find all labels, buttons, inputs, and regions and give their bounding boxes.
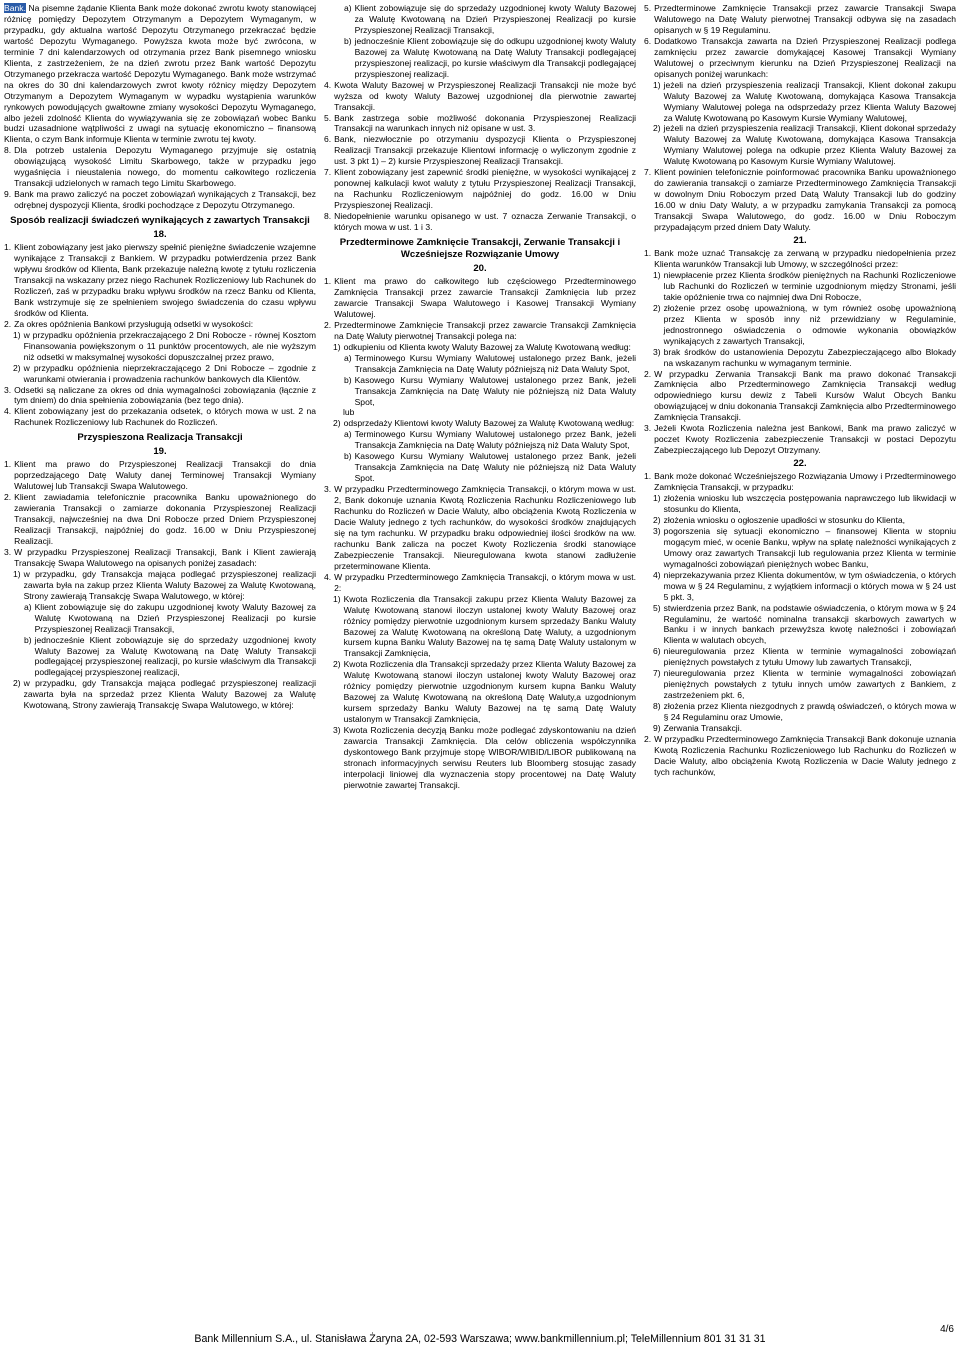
list-item: [4, 569, 316, 602]
list-item-text: Za okres opóźnienia Bankowi przysługują odsetki w wysokości:: [14, 318, 254, 329]
section-heading: Przedterminowe Zamknięcie Transakcji, Zerwanie Transakcji i Wcześniejsze Rozwiązanie Umowy: [339, 237, 621, 261]
list-item-text: Klient zobowiązuje się do sprzedaży uzgodnionej kwoty Waluty Bazowej za Walutę Kwotowaną na Dzień Przyspieszonej Realizacji po kursie Przyspieszonej Realizacji Transakcji,: [354, 3, 636, 35]
list-item: [644, 423, 956, 456]
column-1: [4, 3, 316, 1308]
list-item-number: b): [344, 374, 352, 385]
list-item-text: w przypadku, gdy Transakcja mająca podlegać przyspieszonej realizacji zawarta była na sprzedaż przez Klienta Waluty Bazowej za Walutę Kwotowaną, Strony zawierają Transakcję Swapa Walutowego, w której:: [23, 678, 316, 711]
list-item-number: 9): [653, 723, 661, 734]
list-item-number: 4): [653, 569, 661, 580]
list-item-number: 5): [653, 602, 661, 613]
list-item-number: 3.: [4, 546, 12, 557]
list-item-text: Kasowego Kursu Wymiany Walutowej ustalonego przez Bank, jeżeli Transakcja Zamknięcia na Datę Waluty nie późniejszą niż Data Waluty Spot,: [354, 374, 636, 407]
list-item-text: w przypadku opóźnienia przekraczającego 2 Dni Robocze - równej Kosztom Finansowania powiększonym o 11 punktów procentowych, ale nie wyższym niż odsetki w maksymalnej wysokości dopuszczalnej przez prawo,: [23, 329, 316, 362]
list-item-number: 3): [333, 725, 341, 736]
list-item-text: odsprzedaży Klientowi kwoty Waluty Bazowej za Walutę Kwotowaną według:: [343, 418, 635, 429]
list-item-number: 7): [653, 668, 661, 679]
list-item-text: Dla potrzeb ustalenia Depozytu Wymaganego przyjmuje się ostatnią obowiązującą wysokość Limitu Skarbowego, także w przypadku jego wygaśnięcia i nieustalenia nowego, do momentu całkowitego rozliczenia Transakcji udzielonych w ramach tego Limitu Skarbowego.: [14, 145, 316, 189]
list-item-text: Klient powinien telefonicznie poinformować pracownika Banku upoważnionego do zawierania transakcji o zamiarze Przedterminowego Zamknięcia Transakcji w dowolnym Dniu Roboczym przed Datą Waluty Transakcji lub do godziny 16.00 w dniu Daty Waluty, a w przypadku zamykania Transakcji za pomocą Transakcji Swapa Walutowego, do godz. 16.00 w Dniu Roboczym przypadającym przed dniem Daty Waluty.: [654, 167, 956, 233]
list-item-number: 7.: [324, 167, 332, 178]
list-item-text: Kwota Rozliczenia decyzją Banku może podlegać zdyskontowaniu na dzień zawarcia Transakcji Zamknięcia. Dla celów obliczenia współczynnika dyskontowego Bank przyjmuje stopę WIBOR/WIBID/LIBOR publikowaną na stronach informacyjnych serwisu Reuters lub Bloomberg stosując zasady interpolacji liniowej dla wyznaczenia stopy procentowej na Datę Waluty pierwotnie zawartej Transakcji.: [343, 725, 636, 790]
list-item-text: W przypadku Przedterminowego Zamknięcia Transakcji, o którym mowa w ust. 2:: [334, 571, 636, 593]
list-item: [324, 594, 636, 660]
list-item: [4, 319, 316, 330]
list-item-text: niewpłacenie przez Klienta środków pieniężnych na Rachunki Rozliczeniowe lub Rachunki do Rozliczeń w terminie uzgodnionym między Stronami, jeśli takie opóźnienie trwa co najmniej dwa Dni Robocze,: [663, 269, 956, 302]
paragraph-text: lub: [343, 407, 355, 418]
list-item-text: Odsetki są naliczane za okres od dnia wymagalności zobowiązania (łącznie z tym dniem) do dnia spełnienia zobowiązania (bez tego dnia).: [14, 384, 316, 406]
list-item-number: 5.: [644, 3, 652, 13]
list-item: [644, 471, 956, 493]
list-item-number: 1.: [324, 276, 332, 287]
list-item-text: w przypadku opóźnienia nieprzekraczającego 2 Dni Robocze – zgodnie z warunkami otwierania i prowadzenia rachunków bankowych dla Klientów.: [23, 362, 316, 384]
list-item-number: 3): [653, 346, 661, 357]
list-item-text: stwierdzenia przez Bank, na podstawie oświadczenia, o którym mowa w § 24 Regulaminu, że wartość nominalna transakcji skarbowych zawartych w Banku i w innych bankach przewyższa kwotę należności i zobowiązań Klienta w walutach obcych,: [663, 602, 956, 646]
page-number: 4/6: [940, 1324, 954, 1335]
list-item-text: Klient zobowiązany jest jako pierwszy spełnić pieniężne świadczenie wzajemne wynikające z Transakcji z Bankiem. W przypadku potwierdzenia przez Bank wpływu środków od Klienta, Bank przekazuje należną kwotę z tytułu rozliczenia Transakcji na wskazany przez niego Rachunek Rozliczeniowy lub Rachunek do Rozliczeń, zaś w przypadku braku wpływu środków na rzecz Banku od Klienta, Bank wstrzymuje się ze spełnieniem swojego świadczenia do czasu wpływu środków od Klienta.: [14, 242, 316, 318]
list-item-number: 1.: [644, 248, 652, 259]
list-item-text: Bank zastrzega sobie możliwość dokonania Przyspieszonej Realizacji Transakcji na warunkach innych niż opisane w ust. 3.: [334, 112, 636, 134]
list-item: [324, 320, 636, 342]
list-item-text: nieprzekazywania przez Klienta dokumentów, w tym oświadczenia, o których mowa w § 24 Regulaminu, z wyjątkiem informacji o których mowa w § 24 ust 5 pkt. 3,: [663, 569, 956, 602]
list-item: [4, 635, 316, 679]
list-item-number: 1): [653, 79, 661, 90]
list-item: [644, 248, 956, 270]
list-item: [324, 353, 636, 375]
list-item: [324, 418, 636, 429]
list-item-number: 9.: [4, 189, 12, 200]
list-item-text: jeżeli na dzień przyspieszenia realizacji Transakcji, Klient dokonał zakupu Waluty Bazowej za Walutę Kwotowaną, domykająca Kasowa Transakcja Wymiany Walutowej polega na odsprzedaży przez Klienta Waluty Bazowej za Walutę Kwotowaną po Kasowym Kursie Wymiany Walutowej,: [663, 79, 956, 123]
list-item-text: Terminowego Kursu Wymiany Walutowej ustalonego przez Bank, jeżeli Transakcja Zamknięcia na Datę Waluty późniejszą niż Data Waluty Spot,: [354, 352, 636, 374]
list-item-text: nieuregulowania przez Klienta w terminie wymagalności zobowiązań pieniężnych powstałych z tytułu innych umów zawartych z Bankiem, z zastrzeżeniem pkt. 6,: [663, 668, 956, 701]
list-item-number: 7.: [644, 167, 652, 178]
list-item-text: Przedterminowe Zamknięcie Transakcji przez zawarcie Transakcji Swapa Walutowego na Datę Waluty pierwotnej Transakcji odbywa się na zasadach opisanych w § 19 Regulaminu.: [654, 3, 956, 35]
list-item-number: b): [344, 35, 352, 46]
list-item: [324, 276, 636, 320]
list-item-number: 1.: [4, 242, 12, 253]
list-item-text: jednocześnie Klient zobowiązuje się do sprzedaży uzgodnionej kwoty Waluty Bazowej za Walutę Kwotowaną na Datę Waluty Transakcji podlegającej przyspieszonej realizacji, po kursie właściwym dla Transakcji podlegającej przyspieszonej realizacji,: [34, 634, 316, 678]
list-item-text: Kwota Rozliczenia dla Transakcji zakupu przez Klienta Waluty Bazowej za Walutę Kwotowaną stanowi iloczyn ustalonej kwoty Waluty Bazowej oraz różnicy pomiędzy pierwotnie uzgodnionym kursem sprzedaży Banku Waluty Bazowej za Walutę Kwotowaną na określoną Datę Waluty, a uzgodnionym kursem kupna Banku Waluty Bazowej na tę samą Datę Waluty ustalonym w Transakcji Zamknięcia,: [343, 593, 636, 659]
list-item: [644, 303, 956, 347]
list-item-text: Niedopełnienie warunku opisanego w ust. 7 oznacza Zerwanie Transakcji, o których mowa w ust. 1 i 3.: [334, 211, 636, 233]
list-item-text: złożenia wniosku o ogłoszenie upadłości w stosunku do Klienta,: [663, 514, 905, 525]
list-item-text: złożenie przez osobę upoważnioną, w tym również osobę upoważnioną przez Klienta w sposób inny niż przewidziany w Regulaminie, jednostronnego oświadczenia o odmowie wykonania obowiązków wynikających z zawartych Transakcji,: [663, 302, 956, 346]
list-item-text: W przypadku Przedterminowego Zamknięcia Transakcji, o którym mowa w ust. 2, Bank dokonuje uznania Kwotą Rozliczenia Rachunku Rozliczeniowego lub Rachunku do Rozliczeń w Dacie Waluty, albo obciążenia Kwotą Rozliczenia w Dacie Waluty jednego z tych rachunków, do wysokości środków znajdujących się na tym rachunku. W przypadku braku odpowiedniej ilości środków na ww. rachunku Bank zalicza na poczet Kwoty Rozliczenia środki stanowiące Zabezpieczenie Transakcji. Nieuregulowana kwota stanowi zadłużenie przeterminowane Klienta.: [334, 484, 636, 571]
section-number: 21.: [793, 235, 807, 247]
list-item-text: Przedterminowe Zamknięcie Transakcji przez zawarcie Transakcji Zamknięcia na Datę Waluty pierwotnej Transakcji polega na:: [334, 319, 636, 341]
list-item-number: 2.: [4, 318, 12, 329]
list-item-number: a): [24, 601, 32, 612]
list-item-number: 6): [653, 646, 661, 657]
list-item-number: 8): [653, 701, 661, 712]
list-item-text: nieuregulowania przez Klienta w terminie wymagalności zobowiązań pieniężnych powstałych z tytułu Umowy lub zawartych Transakcji,: [663, 646, 956, 668]
list-item: [644, 603, 956, 647]
list-item-number: a): [344, 352, 352, 363]
list-item: [4, 385, 316, 407]
section-heading: Sposób realizacji świadczeń wynikających z zawartych Transakcji: [10, 215, 310, 227]
list-item: [324, 572, 636, 594]
list-item: [644, 270, 956, 303]
list-item-number: 1): [13, 568, 21, 579]
section-number: 22.: [793, 458, 807, 470]
list-item: [644, 646, 956, 668]
list-item: [644, 123, 956, 167]
list-item-text: Klient ma prawo do całkowitego lub częściowego Przedterminowego Zamknięcia Transakcji przez zawarcie Transakcji Zamknięcia lub przez zawarcie Transakcji Swapa Walutowego i Kasowej Transakcji Wymiany Walutowej.: [334, 276, 636, 319]
list-item: [4, 406, 316, 428]
list-item: [4, 189, 316, 211]
list-item-text: Bank może dokonać Wcześniejszego Rozwiązania Umowy i Przedterminowego Zamknięcia Transakcji, w przypadku:: [654, 471, 956, 493]
list-item: [324, 80, 636, 113]
list-item-text: Klient ma prawo do Przyspieszonej Realizacji Transakcji do dnia poprzedzającego Datę Waluty danej Terminowej Transakcji Wymiany Walutowej lub Transakcji Swapa Walutowego.: [14, 459, 316, 492]
list-item-number: a): [344, 429, 352, 440]
list-item-text: W przypadku Przedterminowego Zamknięcia Transakcji Bank dokonuje uznania Kwotą Rozliczenia Rachunku Rozliczeniowego lub Rachunku do Rozliczeń w Dacie Waluty, albo obciążenia Kwotą Rozliczenia w Dacie Waluty jednego z tych rachunków,: [654, 734, 956, 777]
list-item: [324, 167, 636, 211]
list-item-number: 2): [653, 514, 661, 525]
list-item: [4, 363, 316, 385]
list-item: [644, 347, 956, 369]
list-item-number: 1.: [4, 459, 12, 470]
list-item: [324, 375, 636, 408]
paragraph-text: Na pisemne żądanie Klienta Bank może dokonać zwrotu kwoty stanowiącej różnicę pomiędzy Depozytem Otrzymanym a Depozytem Wymaganym, w przypadku, gdy aktualna wartość Depozytu Otrzymanego przekraczać będzie wartość Depozytu Wymaganego. Powyższa kwota może być zwrócona, w terminie 7 dni kalendarzowych od otrzymania przez Bank pisemnego wniosku Klienta, z zastrzeżeniem, że na dzień zwrotu przez Bank wartość Depozytu Otrzymanego przekracza wartość Depozytu Wymaganego. Bank może wstrzymać na okres do 30 dni kalendarzowych zwrot kwoty różnicy między Depozytem Otrzymanym a Depozytem Wymaganym w wypadku wystąpienia warunków rynkowych powodujących gwałtowne zmiany wysokości Depozytu Wymaganego, albo jeżeli zdolność Klienta do wywiązywania się ze zobowiązań wobec Banku budzi uzasadnione wątpliwości z uwagi na sytuację ekonomiczno – finansową Klienta, o czym Bank informuje Klienta w terminie zwrotu tej kwoty.: [4, 3, 316, 145]
list-item-number: 4.: [324, 79, 332, 90]
list-item: [644, 515, 956, 526]
list-item-number: 2.: [324, 319, 332, 330]
list-item-text: Dodatkowo Transakcja zawarta na Dzień Przyspieszonej Realizacji podlega zamknięciu przez zawarcie domykającej Kasowej Transakcji Wymiany Walutowej o przeciwnym kierunku na Dzień Przyspieszonej Realizacji na opisanych poniżej warunkach:: [654, 35, 956, 79]
list-item: [644, 734, 956, 778]
list-item-text: brak środków do ustanowienia Depozytu Zabezpieczającego albo Blokady na wskazanym rachunku w wymaganym terminie.: [663, 346, 956, 368]
list-item-number: 1): [333, 593, 341, 604]
list-item-text: Klient zawiadamia telefonicznie pracownika Banku upoważnionego do zawierania Transakcji o zamiarze dokonania Przyspieszonej Realizacji Transakcji, najwcześniej na dwa Dni Robocze przed Dniem Przyspieszonej Realizacji Transakcji, najpóźniej do godz. 16.00 w Dniu Przyspieszonej Realizacji.: [14, 492, 316, 546]
list-item: [324, 429, 636, 451]
list-item: [644, 668, 956, 701]
list-item-number: 2.: [4, 492, 12, 503]
list-item-number: 2): [333, 659, 341, 670]
list-item: [324, 484, 636, 572]
section-number: 20.: [473, 263, 487, 275]
list-item-text: Zerwania Transakcji.: [663, 723, 742, 734]
selected-text: Bank.: [4, 3, 26, 13]
list-item-number: 8.: [324, 211, 332, 222]
list-item-text: Bank ma prawo zaliczyć na poczet zobowiązań wynikających z Transakcji, bez odrębnej dyspozycji Klienta, środki pochodzące z Depozytu Otrzymanego.: [14, 189, 316, 211]
paragraph: [4, 3, 316, 145]
list-item-number: 4.: [4, 406, 12, 417]
list-item-text: W przypadku Zerwania Transakcji Bank ma prawo dokonać Transakcji Zamknięcia albo Przedterminowego Zamknięcia Transakcji według odpowiedniego kursu dewiz z Tabeli Kursów Walut Obcych Banku obowiązującej w dniu dokonania Transakcji Zamknięcia albo Przedterminowego Zamknięcia Transakcji.: [654, 368, 956, 423]
list-item-number: 1): [13, 329, 21, 340]
column-3: [644, 3, 956, 1308]
list-item-text: pogorszenia się sytuacji ekonomiczno – finansowej Klienta w stopniu mogącym mieć, w ocenie Banku, wpływ na spłatę należności wynikających z Umowy oraz zawartych Transakcji lub regulowania przez Klienta w terminie wymagalności zobowiązań pieniężnych wobec Banku,: [663, 525, 956, 569]
list-item-number: 1): [653, 493, 661, 504]
list-item: [324, 134, 636, 167]
list-item-number: b): [344, 451, 352, 462]
list-item: [4, 602, 316, 635]
list-item-number: b): [24, 634, 32, 645]
list-item-number: 2.: [644, 368, 652, 379]
list-item-text: Klient zobowiązuje się do zakupu uzgodnionej kwoty Waluty Bazowej za Walutę Kwotowaną na Dzień Przyspieszonej Realizacji po kursie Przyspieszonej Realizacji Transakcji,: [34, 601, 316, 634]
list-item-number: 4.: [324, 571, 332, 582]
list-item-text: W przypadku Przyspieszonej Realizacji Transakcji, Bank i Klient zawierają Transakcję Swapa Walutowego na opisanych poniżej zasadach:: [14, 546, 316, 568]
list-item: [4, 330, 316, 363]
list-item: [4, 492, 316, 547]
section-heading: Przyspieszona Realizacja Transakcji: [77, 432, 243, 444]
list-item: [644, 526, 956, 570]
list-item-text: w przypadku, gdy Transakcja mająca podlegać przyspieszonej realizacji zawarta była na zakup przez Klienta Waluty Bazowej za Walutę Kwotowaną, Strony zawierają Transakcję Swapa Walutowego, w której:: [23, 568, 316, 601]
list-item-text: złożenia przez Klienta niezgodnych z prawdą oświadczeń, o których mowa w § 24 Regulaminu oraz Umowie,: [663, 701, 956, 723]
list-item: [324, 36, 636, 80]
list-item: [4, 242, 316, 319]
list-item: [324, 659, 636, 725]
list-item-text: Bank może uznać Transakcję za zerwaną w przypadku niedopełnienia przez Klienta warunków Transakcji lub Umowy, w szczególności przez:: [654, 248, 956, 269]
list-item-text: Kasowego Kursu Wymiany Walutowej ustalonego przez Bank, jeżeli Transakcja Zamknięcia na Datę Waluty nie późniejszą niż Data Waluty Spot.: [354, 451, 636, 484]
list-item: [644, 701, 956, 723]
list-item-text: jednocześnie Klient zobowiązuje się do odkupu uzgodnionej kwoty Waluty Bazowej za Walutę Kwotowaną na Datę Waluty Transakcji podlegającej przyspieszonej realizacji, po kursie właściwym dla Transakcji podlegającej przyspieszonej realizacji.: [354, 35, 636, 79]
list-item-number: 1): [333, 341, 341, 352]
list-item: [644, 369, 956, 424]
list-item: [644, 3, 956, 36]
list-item-number: 6.: [324, 134, 332, 145]
list-item: [324, 113, 636, 135]
list-item-text: jeżeli na dzień przyspieszenia realizacji Transakcji, Klient dokonał sprzedaży Waluty Bazowej za Walutę Kwotowaną, domykająca Kasowa Transakcja Wymiany Walutowej polega na odkupie przez Klienta Waluty Bazowej za Walutę Kwotowaną po Kasowym Kursie Wymiany Walutowej.: [663, 123, 956, 167]
list-item: [324, 451, 636, 484]
list-item-number: 3.: [644, 423, 652, 434]
list-item-text: złożenia wniosku lub wszczęcia postępowania naprawczego lub likwidacji w stosunku do Klienta,: [663, 493, 956, 514]
list-item-text: Kwota Waluty Bazowej w Przyspieszonej Realizacji Transakcji nie może być wyższa od kwoty Waluty Bazowej uzgodnionej dla pierwotnie zawartej Transakcji.: [334, 79, 636, 112]
list-item: [644, 167, 956, 233]
list-item-text: Jeżeli Kwota Rozliczenia należna jest Bankowi, Bank ma prawo zaliczyć w poczet Kwoty Rozliczenia zabezpieczenie Transakcji w postaci Depozytu Zabezpieczającego lub Depozyt Otrzymany.: [654, 423, 956, 456]
list-item: [644, 80, 956, 124]
page-footer: Bank Millennium S.A., ul. Stanisława Żaryna 2A, 02-593 Warszawa; www.bankmillennium.pl; TeleMillennium 801 31 31 31: [194, 1333, 766, 1345]
list-item-number: 5.: [324, 112, 332, 123]
list-item-number: 3): [653, 525, 661, 536]
list-item-number: 1): [653, 269, 661, 280]
list-item: [4, 678, 316, 711]
list-item-number: a): [344, 3, 352, 13]
list-item: [324, 3, 636, 36]
list-item-number: 2): [653, 123, 661, 134]
list-item: [4, 459, 316, 492]
list-item-number: 8.: [4, 145, 12, 156]
list-item: [644, 36, 956, 80]
list-item-text: Bank, niezwłocznie po otrzymaniu dyspozycji Klienta o Przyspieszonej Realizacji Transakcji przekazuje Klientowi informację o wyliczonym zgodnie z ust. 3 pkt 1) – 2) kursie Przyspieszonej Realizacji Transakcji.: [334, 134, 636, 167]
list-item-number: 6.: [644, 35, 652, 46]
list-item-number: 3.: [4, 384, 12, 395]
section-number: 18.: [153, 229, 167, 241]
column-2: [324, 3, 636, 1308]
list-item: [4, 547, 316, 569]
list-item-text: Terminowego Kursu Wymiany Walutowej ustalonego przez Bank, jeżeli Transakcja Zamknięcia na Datę Waluty późniejszą niż Data Waluty Spot,: [354, 429, 636, 451]
list-item-number: 3.: [324, 484, 332, 495]
list-item-number: 2): [653, 302, 661, 313]
list-item-number: 2): [333, 418, 341, 429]
list-item: [324, 342, 636, 353]
list-item-text: Klient zobowiązany jest zapewnić środki pieniężne, w wysokości wynikającej z ponownej kalkulacji kwot waluty z tytułu Przyspieszonej Realizacji Transakcji, na Rachunku Rozliczeniowym najpóźniej do godz. 16.00 w Dniu Przyspieszonej Realizacji.: [334, 167, 636, 211]
list-item: [644, 570, 956, 603]
list-item: [4, 145, 316, 189]
list-item: [324, 725, 636, 791]
section-number: 19.: [153, 446, 167, 458]
paragraph: [324, 407, 636, 418]
list-item-text: Klient zobowiązany jest do przekazania odsetek, o których mowa w ust. 2 na Rachunek Rozliczeniowy lub Rachunek do Rozliczeń.: [14, 406, 316, 428]
list-item: [644, 493, 956, 515]
list-item: [324, 211, 636, 233]
list-item-text: Kwota Rozliczenia dla Transakcji sprzedaży przez Klienta Waluty Bazowej za Walutę Kwotowaną stanowi iloczyn ustalonej kwoty Waluty Bazowej oraz różnicy pomiędzy pierwotnie uzgodnionym kursem kupna Banku Waluty Bazowej za Walutę Kwotowaną na określoną Datę Waluty,a uzgodnionym kursem sprzedaży Banku Waluty Bazowej na tę samą Datę Waluty ustalonym w Transakcji Zamknięcia,: [343, 659, 636, 725]
list-item-number: 1.: [644, 471, 652, 482]
list-item-text: odkupieniu od Klienta kwoty Waluty Bazowej za Walutę Kwotowaną według:: [343, 341, 631, 352]
list-item-number: 2): [13, 678, 21, 689]
list-item: [644, 723, 956, 734]
list-item-number: 2.: [644, 734, 652, 744]
list-item-number: 2): [13, 362, 21, 373]
